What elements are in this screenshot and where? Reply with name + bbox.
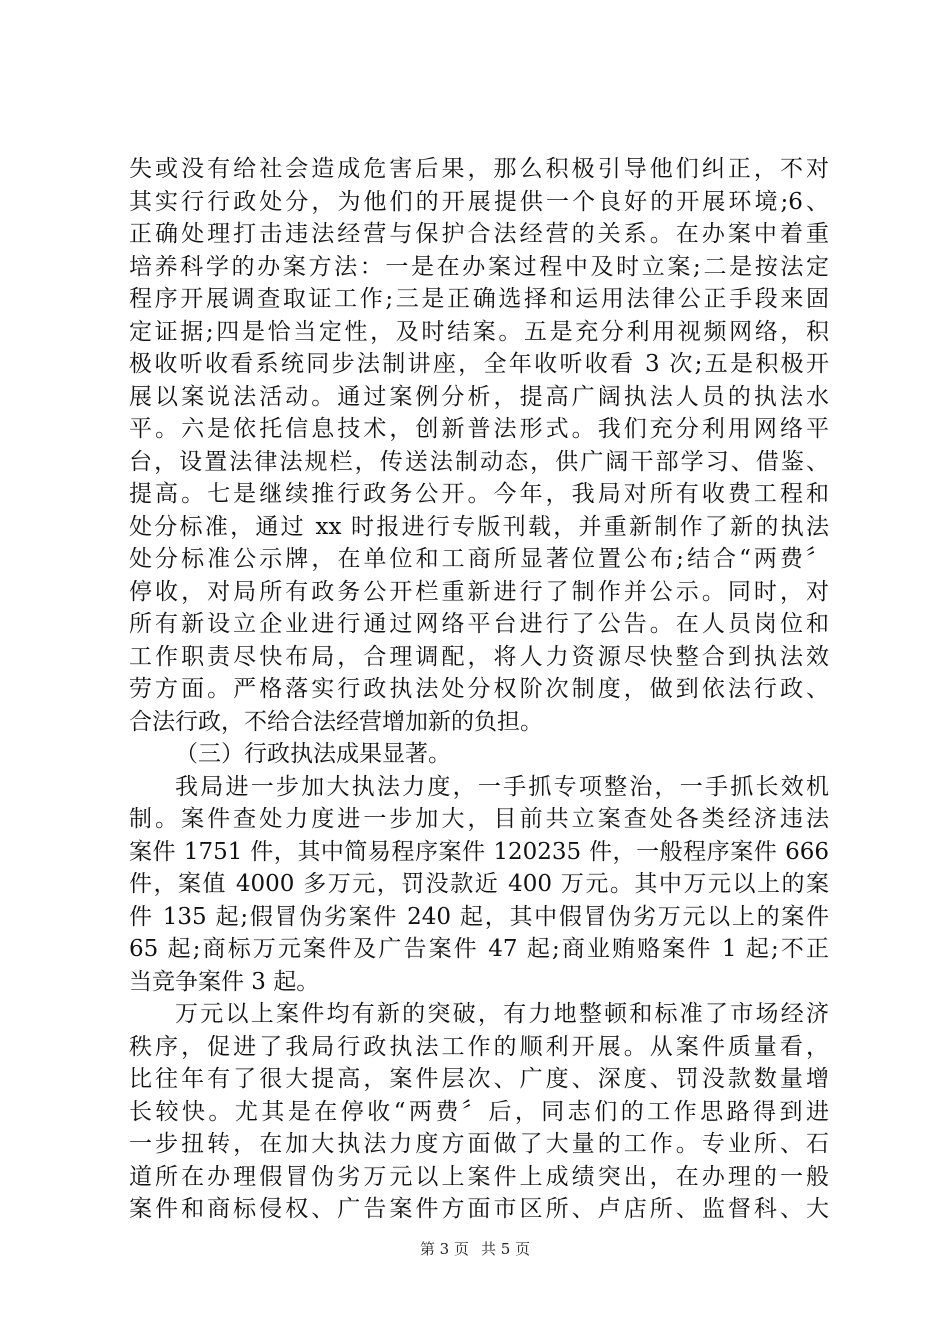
page-total: 共 5 页: [481, 1240, 531, 1258]
text-line: 处分标准，通过 xx 时报进行专版刊载，并重新制作了新的执法: [129, 513, 829, 540]
text-line: 定证据;四是恰当定性，及时结案。五是充分利用视频网络，积: [129, 318, 829, 345]
text-line: 其实行行政处分，为他们的开展提供一个良好的开展环境;6、: [129, 188, 829, 215]
text-line: 案件 1751 件，其中简易程序案件 120235 件，一般程序案件 666: [129, 838, 829, 865]
text-line: 比往年有了很大提高，案件层次、广度、深度、罚没款数量增: [129, 1066, 829, 1092]
text-line: 65 起;商标万元案件及广告案件 47 起;商业贿赂案件 1 起;不正: [129, 936, 829, 962]
text-line: 长较快。尤其是在停收“两费〞后，同志们的工作思路得到进: [129, 1098, 829, 1125]
text-line: 提高。七是继续推行政务公开。今年，我局对所有收费工程和: [129, 481, 829, 507]
text-line: 培养科学的办案方法：一是在办案过程中及时立案;二是按法定: [129, 253, 829, 280]
text-line: 程序开展调查取证工作;三是正确选择和运用法律公正手段来固: [129, 286, 829, 312]
text-line: 台，设置法律法规栏，传送法制动态，供广阔干部学习、借鉴、: [129, 448, 829, 475]
text-line: 处分标准公示牌，在单位和工商所显著位置公布;结合“两费〞: [129, 546, 829, 572]
section-heading: （三）行政执法成果显著。: [175, 741, 451, 767]
text-line: 道所在办理假冒伪劣万元以上案件上成绩突出，在办理的一般: [129, 1163, 829, 1190]
text-line: 一步扭转，在加大执法力度方面做了大量的工作。专业所、石: [129, 1131, 829, 1157]
text-line: 工作职责尽快布局，合理调配，将人力资源尽快整合到执法效: [129, 643, 829, 670]
text-line: 件 135 起;假冒伪劣案件 240 起，其中假冒伪劣万元以上的案件: [129, 903, 829, 930]
document-body: [129, 153, 829, 1226]
text-line: 当竞争案件 3 起。: [129, 968, 320, 995]
text-line: 正确处理打击违法经营与保护合法经营的关系。在办案中着重: [129, 221, 829, 247]
text-line: 平。六是依托信息技术，创新普法形式。我们充分利用网络平: [129, 416, 829, 442]
text-line: 展以案说法活动。通过案例分析，提高广阔执法人员的执法水: [129, 383, 829, 410]
text-line: 制。案件查处力度进一步加大，目前共立案查处各类经济违法: [129, 806, 829, 832]
text-line: 极收听收看系统同步法制讲座，全年收听收看 3 次;五是积极开: [129, 351, 829, 377]
text-line: 停收，对局所有政务公开栏重新进行了制作并公示。同时，对: [129, 578, 829, 605]
text-line: 件，案值 4000 多万元，罚没款近 400 万元。其中万元以上的案: [129, 871, 829, 897]
text-line: 万元以上案件均有新的突破，有力地整顿和标准了市场经济: [175, 1001, 829, 1027]
text-line: 所有新设立企业进行通过网络平台进行了公告。在人员岗位和: [129, 611, 829, 637]
text-line: 合法行政，不给合法经营增加新的负担。: [129, 708, 543, 735]
page-number: 第 3 页: [419, 1240, 469, 1258]
text-line: 我局进一步加大执法力度，一手抓专项整治，一手抓长效机: [175, 773, 829, 800]
page-footer: [0, 1238, 950, 1259]
text-line: 失或没有给社会造成危害后果，那么积极引导他们纠正，不对: [129, 156, 829, 182]
text-line: 案件和商标侵权、广告案件方面市区所、卢店所、监督科、大: [129, 1196, 829, 1222]
text-line: 秩序，促进了我局行政执法工作的顺利开展。从案件质量看，: [129, 1033, 829, 1060]
text-line: 劳方面。严格落实行政执法处分权阶次制度，做到依法行政、: [129, 676, 829, 702]
